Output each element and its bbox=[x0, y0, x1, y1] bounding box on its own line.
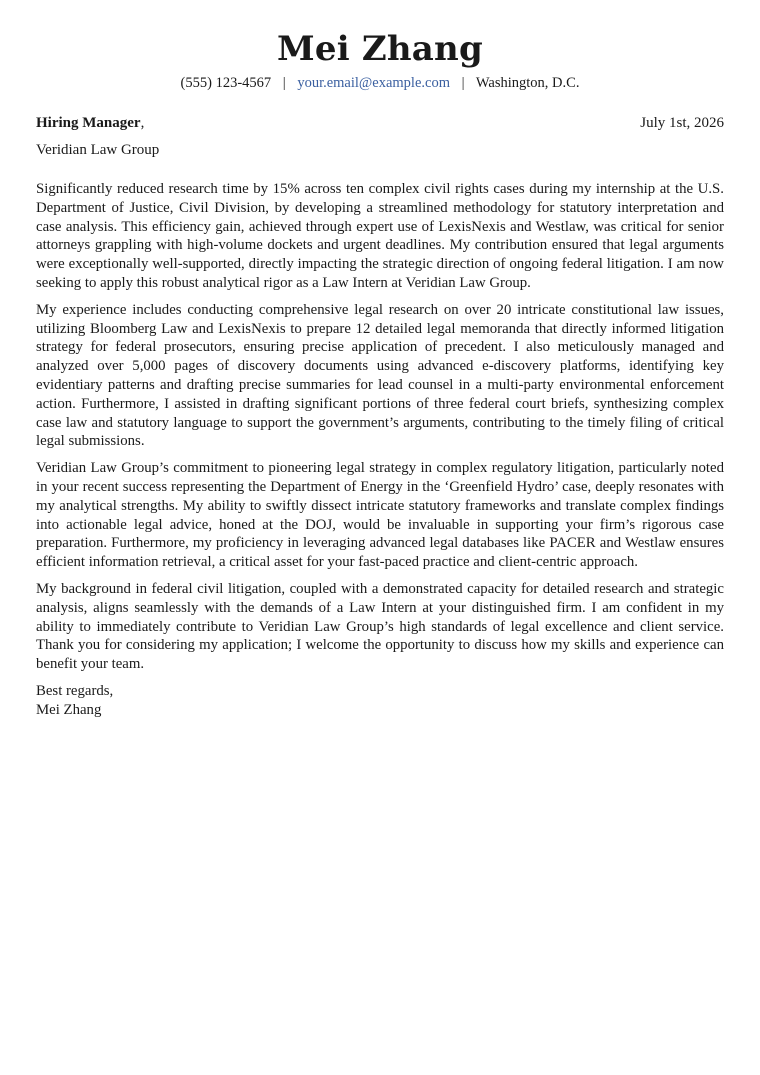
recipient-date-row bbox=[36, 114, 724, 133]
closing-salutation: Best regards, bbox=[36, 682, 114, 699]
body-paragraph: Significantly reduced research time by 15% across ten complex civil rights cases during my internship at the U.S. Department of Justice, Civil Division, by developing a streamlined methodology for statutory interpretation and case analysis. This efficiency gain, achieved through expert use of LexisNexis and Westlaw, was critical for senior attorneys grappling with high-volume dockets and urgent deadlines. My contribution ensured that legal arguments were exceptionally well-supported, directly impacting the strategic direction of ongoing federal litigation. I am now seeking to apply this robust analytical rigor as a Law Intern at Veridian Law Group. bbox=[36, 181, 724, 291]
recipient-suffix: , bbox=[140, 115, 145, 131]
body-paragraph: Veridian Law Group’s commitment to pioneering legal strategy in complex regulatory litigation, particularly noted in your recent success representing the Department of Energy in the ‘Greenfield Hydro’ case, deeply resonates with my analytical strengths. My ability to swiftly dissect intricate statutory frameworks and translate complex findings into actionable legal advice, honed at the DOJ, would be invaluable in supporting your firm’s rigorous case preparation. Furthermore, my proficiency in leveraging advanced legal databases like PACER and Westlaw ensures efficient information retrieval, a critical asset for your fast-paced practice and client-centric approach. bbox=[36, 460, 724, 571]
location: Washington, D.C. bbox=[475, 75, 580, 91]
company-name: Veridian Law Group bbox=[36, 142, 160, 158]
body-paragraph: My background in federal civil litigation, coupled with a demonstrated capacity for detailed research and strategic analysis, aligns seamlessly with the demands of a Law Intern at your distinguished firm. I am confident in my ability to immediately contribute to Veridian Law Group’s high standards of legal excellence and client service. Thank you for considering my application; I welcome the opportunity to discuss how my skills and experience can benefit your team. bbox=[36, 580, 724, 673]
recipient bbox=[36, 114, 144, 133]
contact-separator: | bbox=[461, 75, 465, 91]
body-paragraph: My experience includes conducting comprehensive legal research on over 20 intricate constitutional law issues, utilizing Bloomberg Law and LexisNexis to prepare 12 detailed legal memoranda that directly informed litigation strategy for federal prosecutors, ensuring precise application of precedent. I also meticulously managed and analyzed over 5,000 pages of discovery documents using advanced e-discovery platforms, identifying key evidentiary patterns and drafting precise summaries for lead counsel in a multi-party environmental enforcement action. Furthermore, I assisted in drafting significant portions of three federal court briefs, synthesizing complex case law and statutory language to support the government’s arguments, contributing to the timely filing of critical legal submissions. bbox=[36, 301, 724, 450]
contact-separator: | bbox=[282, 75, 286, 91]
contact-line bbox=[36, 74, 724, 92]
cover-letter-page bbox=[36, 30, 724, 720]
email-link[interactable]: your.email@example.com bbox=[297, 75, 450, 91]
signature-name: Mei Zhang bbox=[36, 701, 102, 718]
letter-body bbox=[36, 180, 724, 674]
applicant-name: Mei Zhang bbox=[277, 29, 483, 69]
letter-date: July 1st, 2026 bbox=[640, 115, 724, 131]
phone-number: (555) 123-4567 bbox=[180, 75, 272, 91]
closing-block bbox=[36, 682, 724, 720]
recipient-name: Hiring Manager bbox=[36, 115, 141, 131]
